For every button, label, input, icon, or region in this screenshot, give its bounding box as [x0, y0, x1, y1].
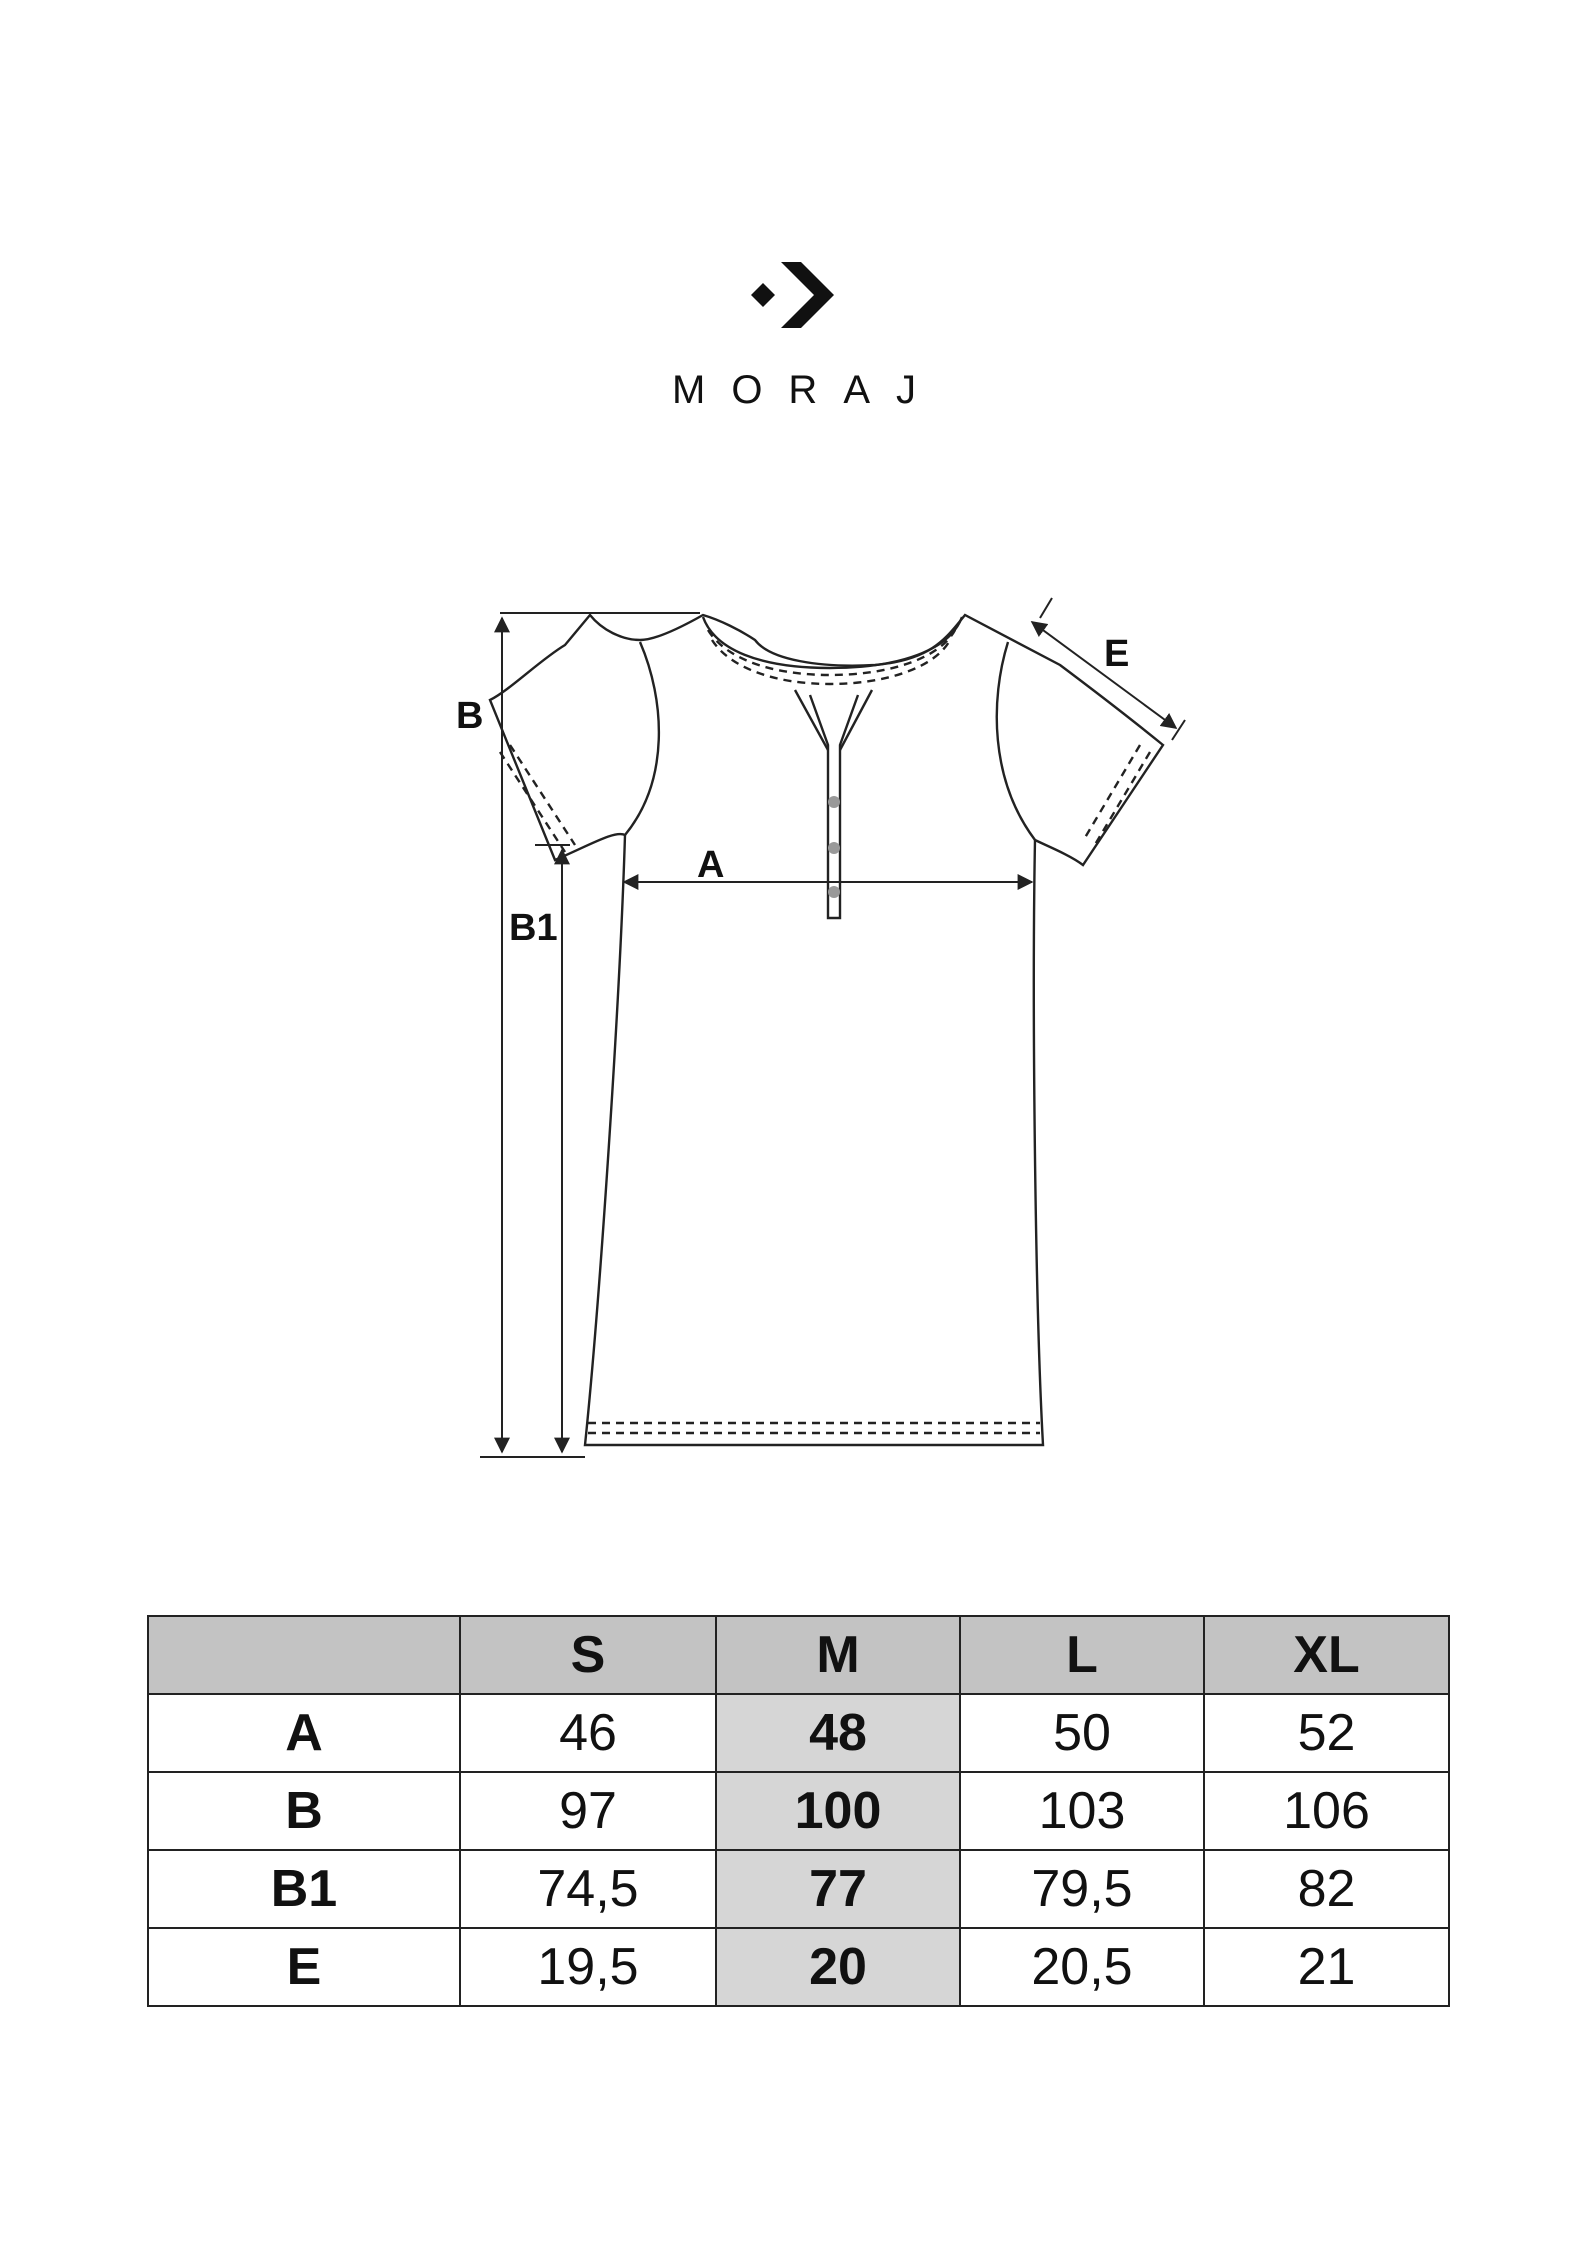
row-label: B1 [148, 1850, 460, 1928]
table-row [148, 1694, 1449, 1772]
table-cell: 50 [960, 1694, 1204, 1772]
table-cell: 97 [460, 1772, 716, 1850]
table-cell-highlight: 48 [716, 1694, 960, 1772]
table-row [148, 1850, 1449, 1928]
header-cell-empty [148, 1616, 460, 1694]
table-cell: 21 [1204, 1928, 1449, 2006]
table-cell: 20,5 [960, 1928, 1204, 2006]
table-cell-highlight: 100 [716, 1772, 960, 1850]
brand-name: MORAJ [672, 368, 942, 412]
table-row [148, 1928, 1449, 2006]
table-cell: 46 [460, 1694, 716, 1772]
table-cell: 82 [1204, 1850, 1449, 1928]
row-label: E [148, 1928, 460, 2006]
button-3 [828, 886, 840, 898]
header-cell-m: M [716, 1616, 960, 1694]
table-cell-highlight: 20 [716, 1928, 960, 2006]
size-table [147, 1615, 1450, 2007]
garment-outline [490, 615, 1163, 1445]
row-label: B [148, 1772, 460, 1850]
dimension-label-b: B [456, 695, 484, 737]
header-cell-l: L [960, 1616, 1204, 1694]
table-cell: 79,5 [960, 1850, 1204, 1928]
table-cell: 19,5 [460, 1928, 716, 2006]
header-cell-xl: XL [1204, 1616, 1449, 1694]
dimension-label-a: A [697, 844, 725, 886]
table-cell: 52 [1204, 1694, 1449, 1772]
table-header-row [148, 1616, 1449, 1694]
table-cell-highlight: 77 [716, 1850, 960, 1928]
row-label: A [148, 1694, 460, 1772]
table-cell: 106 [1204, 1772, 1449, 1850]
table-row [148, 1772, 1449, 1850]
button-2 [828, 842, 840, 854]
header-cell-s: S [460, 1616, 716, 1694]
button-1 [828, 796, 840, 808]
dimension-label-e: E [1104, 633, 1130, 675]
table-cell: 74,5 [460, 1850, 716, 1928]
dimension-label-b1: B1 [509, 907, 558, 949]
table-cell: 103 [960, 1772, 1204, 1850]
